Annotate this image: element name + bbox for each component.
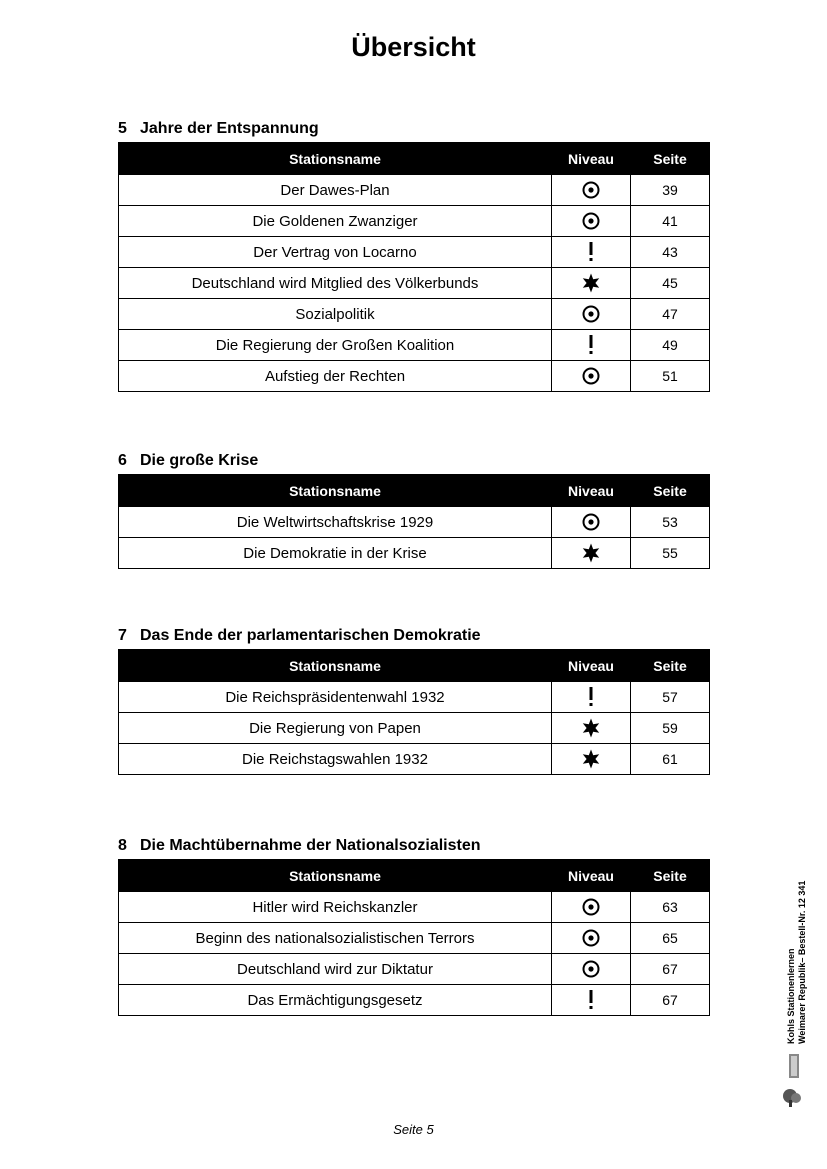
table-row <box>119 954 710 985</box>
table-row <box>119 682 710 713</box>
publisher-note <box>786 866 822 1046</box>
page-number: 49 <box>631 330 710 361</box>
page-number: 57 <box>631 682 710 713</box>
star-icon <box>552 273 630 293</box>
page-footer: Seite 5 <box>393 1122 434 1137</box>
table-row <box>119 744 710 775</box>
section-title: Das Ende der parlamentarischen Demokratie <box>140 627 481 644</box>
level-cell <box>552 206 631 237</box>
header-stationsname: Stationsname <box>119 143 552 175</box>
publisher-order-number: Weimarer Republik– Bestell-Nr. 12 341 <box>797 880 807 1044</box>
publisher-series: Kohls Stationenlernen <box>786 948 796 1044</box>
table-row <box>119 237 710 268</box>
section-number: 6 <box>118 452 127 469</box>
page-number: 47 <box>631 299 710 330</box>
section-title: Jahre der Entspannung <box>140 120 319 137</box>
section-heading <box>118 450 709 472</box>
stations-table <box>118 142 710 392</box>
station-name: Der Vertrag von Locarno <box>119 237 552 268</box>
stations-table <box>118 474 710 569</box>
section-title: Die große Krise <box>140 452 259 469</box>
circle-target-icon <box>552 181 630 199</box>
table-header-row <box>119 143 710 175</box>
section-number: 8 <box>118 837 127 854</box>
level-cell <box>552 507 631 538</box>
section-heading <box>118 835 709 857</box>
station-name: Hitler wird Reichskanzler <box>119 892 552 923</box>
station-name: Die Regierung von Papen <box>119 713 552 744</box>
level-cell <box>552 268 631 299</box>
header-niveau: Niveau <box>552 860 631 892</box>
level-cell <box>552 175 631 206</box>
section-6 <box>118 450 709 569</box>
page-number: 67 <box>631 985 710 1016</box>
circle-target-icon <box>552 367 630 385</box>
page-title: Übersicht <box>351 32 476 62</box>
circle-target-icon <box>552 212 630 230</box>
page-number: 67 <box>631 954 710 985</box>
circle-target-icon <box>552 898 630 916</box>
page-number: 39 <box>631 175 710 206</box>
publisher-logo <box>780 1052 804 1108</box>
table-row <box>119 361 710 392</box>
station-name: Sozialpolitik <box>119 299 552 330</box>
table-row <box>119 175 710 206</box>
section-heading <box>118 118 709 140</box>
level-cell <box>552 892 631 923</box>
header-seite: Seite <box>631 475 710 507</box>
header-stationsname: Stationsname <box>119 475 552 507</box>
section-8 <box>118 835 709 1016</box>
station-name: Aufstieg der Rechten <box>119 361 552 392</box>
station-name: Deutschland wird Mitglied des Völkerbunds <box>119 268 552 299</box>
table-row <box>119 538 710 569</box>
level-cell <box>552 713 631 744</box>
page-number: 65 <box>631 923 710 954</box>
exclamation-icon <box>552 334 630 356</box>
header-stationsname: Stationsname <box>119 860 552 892</box>
table-header-row <box>119 860 710 892</box>
table-row <box>119 268 710 299</box>
station-name: Das Ermächtigungsgesetz <box>119 985 552 1016</box>
station-name: Die Reichspräsidentenwahl 1932 <box>119 682 552 713</box>
page-number: 59 <box>631 713 710 744</box>
star-icon <box>552 718 630 738</box>
station-name: Der Dawes-Plan <box>119 175 552 206</box>
stations-table <box>118 649 710 775</box>
section-number: 5 <box>118 120 127 137</box>
circle-target-icon <box>552 929 630 947</box>
exclamation-icon <box>552 686 630 708</box>
header-niveau: Niveau <box>552 475 631 507</box>
exclamation-icon <box>552 241 630 263</box>
star-icon <box>552 749 630 769</box>
section-title: Die Machtübernahme der Nationalsozialisten <box>140 837 481 854</box>
table-row <box>119 206 710 237</box>
page-number: 55 <box>631 538 710 569</box>
level-cell <box>552 923 631 954</box>
circle-target-icon <box>552 960 630 978</box>
table-row <box>119 330 710 361</box>
circle-target-icon <box>552 513 630 531</box>
header-seite: Seite <box>631 650 710 682</box>
station-name: Die Weltwirtschaftskrise 1929 <box>119 507 552 538</box>
page-number: 51 <box>631 361 710 392</box>
star-icon <box>552 543 630 563</box>
exclamation-icon <box>552 989 630 1011</box>
station-name: Die Demokratie in der Krise <box>119 538 552 569</box>
table-row <box>119 713 710 744</box>
stations-table <box>118 859 710 1016</box>
level-cell <box>552 985 631 1016</box>
station-name: Beginn des nationalsozialistischen Terrors <box>119 923 552 954</box>
level-cell <box>552 237 631 268</box>
page-number: 43 <box>631 237 710 268</box>
table-row <box>119 985 710 1016</box>
header-seite: Seite <box>631 143 710 175</box>
level-cell <box>552 299 631 330</box>
level-cell <box>552 744 631 775</box>
table-header-row <box>119 650 710 682</box>
circle-target-icon <box>552 305 630 323</box>
section-number: 7 <box>118 627 127 644</box>
table-row <box>119 923 710 954</box>
header-niveau: Niveau <box>552 650 631 682</box>
level-cell <box>552 954 631 985</box>
level-cell <box>552 682 631 713</box>
header-seite: Seite <box>631 860 710 892</box>
header-stationsname: Stationsname <box>119 650 552 682</box>
table-row <box>119 507 710 538</box>
section-heading <box>118 625 709 647</box>
page-number: 41 <box>631 206 710 237</box>
table-row <box>119 299 710 330</box>
station-name: Die Reichstagswahlen 1932 <box>119 744 552 775</box>
station-name: Die Regierung der Großen Koalition <box>119 330 552 361</box>
level-cell <box>552 361 631 392</box>
table-header-row <box>119 475 710 507</box>
header-niveau: Niveau <box>552 143 631 175</box>
level-cell <box>552 330 631 361</box>
page-number: 61 <box>631 744 710 775</box>
page-number: 45 <box>631 268 710 299</box>
station-name: Die Goldenen Zwanziger <box>119 206 552 237</box>
level-cell <box>552 538 631 569</box>
table-row <box>119 892 710 923</box>
page-number: 53 <box>631 507 710 538</box>
station-name: Deutschland wird zur Diktatur <box>119 954 552 985</box>
page-number: 63 <box>631 892 710 923</box>
section-7 <box>118 625 709 775</box>
section-5 <box>118 118 709 392</box>
